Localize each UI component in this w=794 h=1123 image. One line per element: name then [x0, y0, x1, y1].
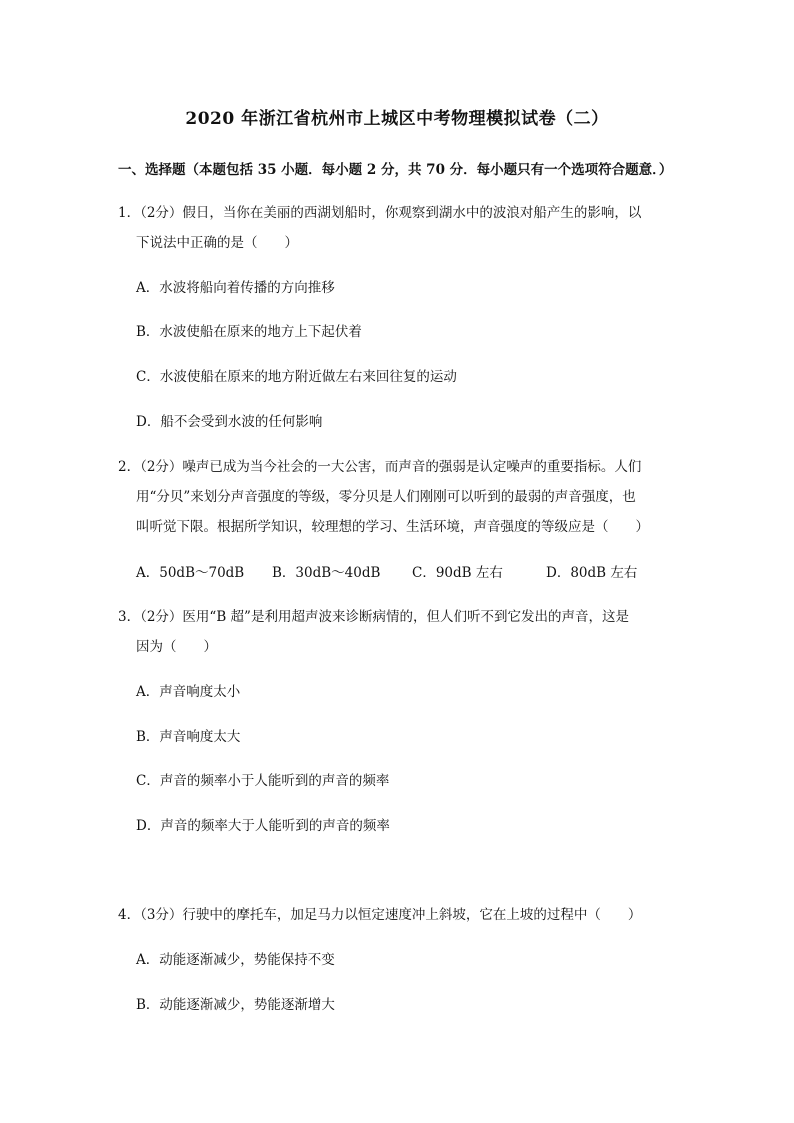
question-4-option-b: B．动能逐渐减少，势能逐渐增大	[136, 997, 335, 1013]
question-4-line-1: 4．（3分）行驶中的摩托车，加足马力以恒定速度冲上斜坡，它在上坡的过程中（ ）	[118, 907, 642, 923]
question-4-option-a: A．动能逐渐减少，势能保持不变	[136, 952, 335, 968]
question-3-line-2: 因为（ ）	[136, 639, 217, 655]
question-2-line-1: 2．（2分）噪声已成为当今社会的一大公害，而声音的强弱是认定噪声的重要指标。人们	[118, 459, 642, 475]
question-3-option-b: B．声音响度太大	[136, 729, 241, 745]
question-1-line-2: 下说法中正确的是（ ）	[136, 235, 298, 251]
page-title: 2020 年浙江省杭州市上城区中考物理模拟试卷（二）	[185, 109, 609, 129]
question-1-option-d: D．船不会受到水波的任何影响	[136, 414, 323, 430]
question-3-option-a: A．声音响度太小	[136, 684, 241, 700]
question-2-option-a: A．50dB～70dB	[136, 565, 245, 581]
question-2-option-b: B．30dB～40dB	[272, 565, 381, 581]
section-heading: 一、选择题（本题包括 35 小题．每小题 2 分，共 70 分．每小题只有一个选项符合题意．）	[118, 162, 673, 178]
question-3-option-c: C．声音的频率小于人能听到的声音的频率	[136, 773, 390, 789]
question-3-option-d: D．声音的频率大于人能听到的声音的频率	[136, 818, 390, 834]
question-2-option-d: D．80dB 左右	[546, 565, 638, 581]
question-1-line-1: 1．（2分）假日，当你在美丽的西湖划船时，你观察到湖水中的波浪对船产生的影响，以	[118, 205, 642, 221]
question-2-line-3: 叫听觉下限。根据所学知识，较理想的学习、生活环境，声音强度的等级应是（ ）	[136, 519, 649, 535]
question-2-option-c: C．90dB 左右	[412, 565, 503, 581]
question-1-option-b: B．水波使船在原来的地方上下起伏着	[136, 324, 362, 340]
question-3-line-1: 3．（2分）医用“B 超”是利用超声波来诊断病情的，但人们听不到它发出的声音，这是	[118, 609, 629, 625]
question-1-option-c: C．水波使船在原来的地方附近做左右来回往复的运动	[136, 369, 457, 385]
question-2-line-2: 用“分贝”来划分声音强度的等级，零分贝是人们刚刚可以听到的最弱的声音强度，也	[136, 489, 636, 505]
question-1-option-a: A．水波将船向着传播的方向推移	[136, 280, 335, 296]
